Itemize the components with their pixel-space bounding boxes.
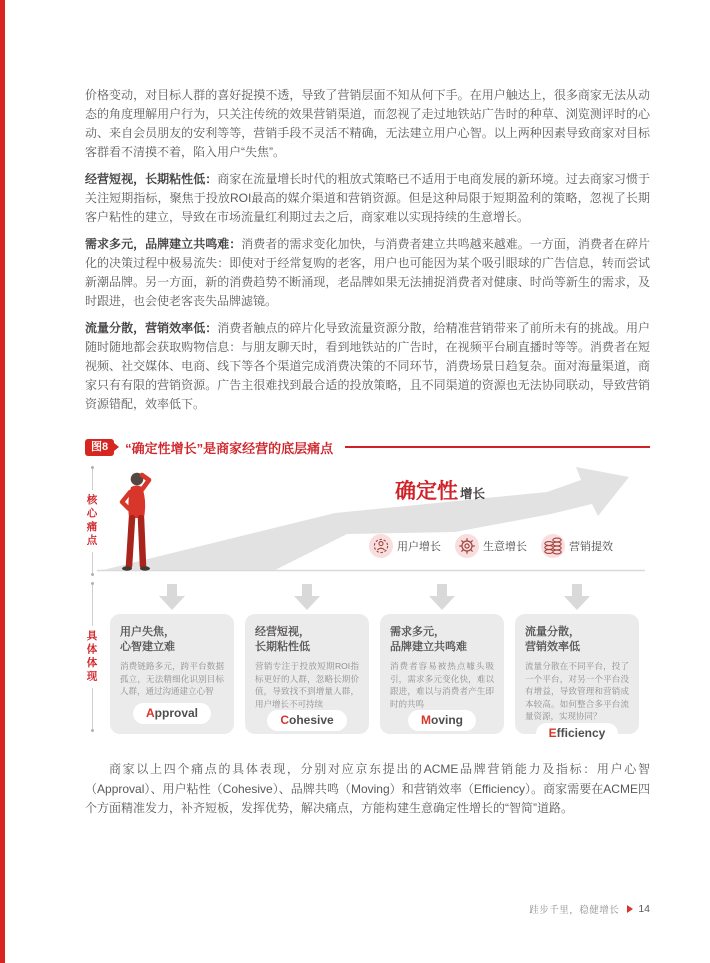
pill-rest: ohesive (288, 713, 334, 728)
paragraph-lead: 经营短视，长期粘性低： (85, 172, 218, 186)
page-content (85, 86, 650, 827)
rail-label: 具体体现 (85, 630, 98, 684)
pain-point-title (120, 625, 224, 654)
business-growth-gear-icon (455, 534, 479, 558)
pill-rest: fficiency (556, 725, 606, 740)
metric-user-growth (369, 534, 441, 558)
page-edge-accent-bar (0, 0, 5, 963)
figure-header (85, 438, 650, 456)
metric-pill-cohesive (267, 710, 346, 731)
paragraph-lead: 需求多元，品牌建立共鸣难： (85, 237, 242, 251)
down-arrow-icon (564, 584, 590, 610)
body-paragraph (85, 235, 650, 311)
pain-point-title-line: 经营短视， (255, 626, 310, 638)
pain-point-title (525, 625, 629, 654)
pill-initial: C (280, 713, 289, 728)
metric-pill-efficiency (536, 723, 619, 744)
pill-rest: pproval (154, 706, 198, 720)
pain-point-body: 消费者容易被热点噱头吸引，需求多元变化快，难以跟进，难以与消费者产生即时的共鸣 (390, 661, 494, 709)
pill-initial: E (548, 725, 557, 740)
pain-point-body: 流量分散在不同平台，投了一个平台，对另一个平台没有增益，导致管理和营销成本较高。如何整合多平台流量资源，实现协同？ (525, 661, 629, 722)
figure-title: “确定性增长”是商家经营的底层痛点 (125, 440, 334, 456)
pain-point-title-line: 流量分散， (525, 626, 580, 638)
person-figure (122, 473, 150, 571)
pain-point-boxes (110, 614, 639, 740)
down-arrow-icon (294, 584, 320, 610)
pain-point-title-line: 需求多元， (390, 626, 445, 638)
paragraph-text: 消费者触点的碎片化导致流量资源分散，给精准营销带来了前所未有的挑战。用户随时随地都会获取购物信息：与朋友聊天时，看到地铁站的广告时，在视频平台刷直播时等等。消费者在短视频、社交媒体、电商、线下等各个渠道完成消费决策的不同环节，消费场景日趋复杂。面对海量渠道，商家只有有限的营销资源。广告主很难找到最合适的投放策略，且不同渠道的资源也无法协同联动，导致营销资源错配，效率低下。 (85, 321, 650, 411)
page-number: 14 (638, 903, 650, 915)
pill-rest: oving (431, 713, 463, 728)
pain-point-title-line: 用户失焦， (120, 626, 175, 638)
body-paragraph (85, 86, 650, 162)
body-paragraph (85, 319, 650, 414)
down-arrow-icon (159, 584, 185, 610)
rail-line (92, 585, 93, 626)
pain-point-title-line: 长期粘性低 (255, 640, 310, 653)
metric-marketing-efficiency (541, 534, 613, 558)
person-raised-arm (141, 475, 149, 491)
person-foot (140, 566, 150, 570)
paragraph-text: 消费者的需求变化加快，与消费者建立共鸣越来越难。一方面，消费者在碎片化的决策过程中极易流失：即使对于经常复购的老客，用户也可能因为某个吸引眼球的广告信息，转而尝试新潮品牌。另一方面，新的消费趋势不断涌现，老品牌如果无法捕捉消费者对健康、时尚等新生的需求，及时跟进，也会使老客丧失品牌滤镜。 (85, 237, 650, 308)
figure-diagram (85, 464, 650, 740)
growth-arrow-scene (95, 464, 647, 579)
rail-line (92, 552, 93, 573)
metric-pill-moving (408, 710, 476, 731)
pain-point-title (255, 625, 359, 654)
pill-initial: M (421, 713, 431, 728)
pain-point-card-scattered-traffic (515, 614, 639, 740)
metric-label: 生意增长 (483, 541, 527, 553)
footer-slogan: 跬步千里，稳健增长 (529, 905, 620, 916)
rail-line (92, 688, 93, 729)
metric-pill-approval (133, 703, 211, 724)
pain-point-card-user-focus (110, 614, 234, 734)
pain-point-card-diverse-demand (380, 614, 504, 734)
metric-business-growth (455, 534, 527, 558)
axis-concrete-manifestation (85, 582, 99, 732)
rail-label: 核心痛点 (85, 494, 98, 548)
pain-point-body: 消费链路多元，跨平台数据孤立，无法精细化识别目标人群，通过沟通建立心智 (120, 661, 224, 697)
figure-title-rule (345, 446, 650, 448)
page-footer (529, 902, 650, 916)
pain-point-title-line: 品牌建立共鸣难 (390, 640, 467, 653)
rail-dot (91, 573, 94, 576)
closing-paragraph: 商家以上四个痛点的具体表现，分别对应京东提出的ACME品牌营销能力及指标：用户心智（Approval）、用户粘性（Cohesive）、品牌共鸣（Moving）和营销效率（Efficiency）。商家需要在ACME四个方面精准发力，补齐短板，发挥优势，解决痛点，方能构建生意确定性增长的“智简”道路。 (85, 762, 650, 815)
down-arrow-icon (429, 584, 455, 610)
paragraph-text: 商家在流量增长时代的粗放式策略已不适用于电商发展的新环境。过去商家习惯于关注短期指标，聚焦于投放ROI最高的媒介渠道和营销资源。但是这种局限于短期盈利的策略，忽视了长期客户粘性的建立，导致在市场流量红利期过去之后，商家难以实现持续的生意增长。 (85, 172, 650, 224)
pain-point-title-line: 营销效率低 (525, 640, 580, 653)
metric-label: 营销提效 (569, 541, 613, 553)
pain-point-title-line: 心智建立难 (120, 640, 175, 653)
paragraph-lead: 流量分散，营销效率低： (85, 321, 218, 335)
figure-number-tag: 图8 (85, 439, 114, 456)
footer-triangle-icon (627, 905, 633, 913)
rail-line (92, 469, 93, 490)
rail-dot (91, 729, 94, 732)
pain-point-card-short-sighted (245, 614, 369, 734)
metric-label: 用户增长 (397, 541, 441, 553)
headline-growth: 增长 (460, 487, 486, 501)
person-foot (122, 566, 132, 570)
person-leg (141, 518, 143, 566)
paragraph-text: 价格变动，对目标人群的喜好捉摸不透，导致了营销层面不知从何下手。在用户触达上，很多商家无法从动态的角度理解用户行为，只关注传统的效果营销渠道，而忽视了走过地铁站广告时的种草、浏览测评时的心动、来自会员朋友的安利等等，营销手段不灵活不精确，无法建立用户心智。以上两种因素导致商家对目标客群看不清摸不着，陷入用户“失焦”。 (85, 88, 650, 159)
body-paragraph (85, 170, 650, 227)
pain-point-body: 营销专注于投放短期ROI指标更好的人群，忽略长期价值，导致找不到增量人群，用户增长不可持续 (255, 661, 359, 709)
pill-initial: A (145, 706, 155, 720)
headline-certainty: 确定性 (395, 480, 458, 503)
pain-point-title (390, 625, 494, 654)
person-leg (129, 518, 132, 566)
